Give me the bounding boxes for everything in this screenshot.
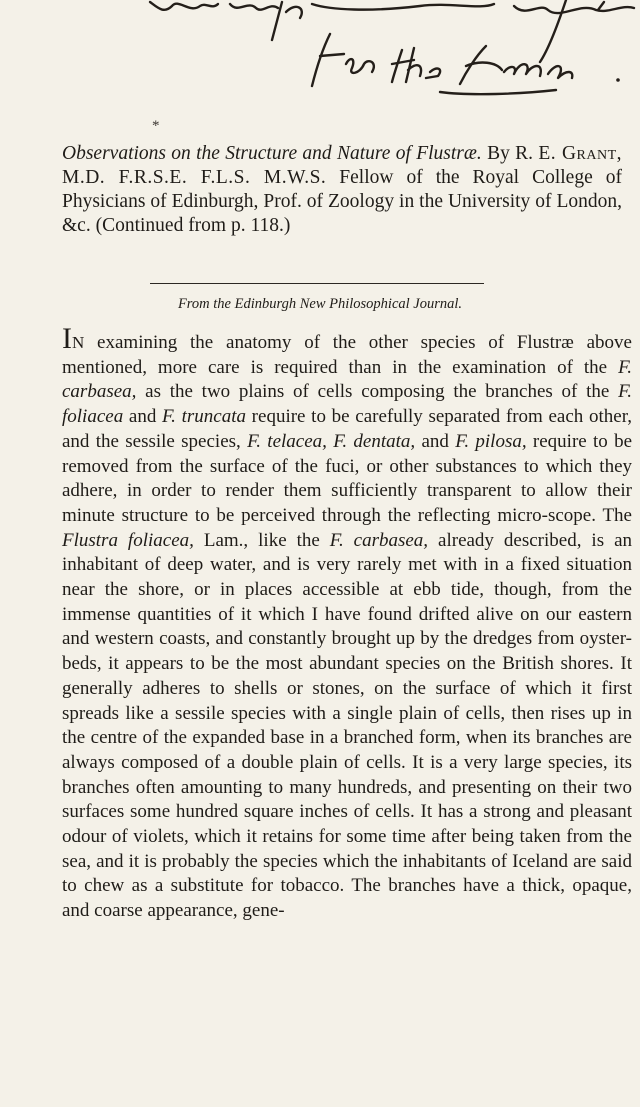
species-name: F. carbasea, bbox=[62, 356, 632, 403]
text-segment: and bbox=[123, 406, 163, 428]
article-body bbox=[62, 322, 633, 924]
handwriting-ink bbox=[0, 0, 640, 112]
text-segment: already described, is an inhabitant of deep water, and is very rarely met with in a fixed situation near the shore, or in places accessible at ebb tide, though, from the immense quantities of it which I have found drifted alive on our eastern and western coasts, and constantly brought up by the dredges from oyster-beds, it appears to be the most abundant species on the British shores. It generally adheres to shells or stones, on the surface of which it first spreads like a sessile species with a single plain of cells, then rises up in the centre of the expanded base in a branched form, when its branches are always composed of a double plain of cells. It is a very large species, its branches often amounting to many hundreds, and presenting on their two surfaces some hundred square inches of cells. It has a strong and pleasant odour of violets, which it retains for some time after being taken from the sea, and it is probably the species which the inhabitants of Iceland are said to chew as a substitute for tobacco. The branches have a thick, opaque, and coarse appearance, gene- bbox=[62, 529, 632, 922]
author-name: E. Grant, M.D. F.R.S.E. F.L.S. M.W.S. bbox=[62, 143, 623, 188]
section-divider bbox=[150, 283, 484, 284]
source-attribution: From the Edinburgh New Philosophical Journal. bbox=[177, 296, 463, 312]
text-segment: require to be removed from the surface of the fuci, or other substances to which they adhere, in order to render them sufficiently transparent to allow their minute structure to be perceived through the reflecting micro-scope. The bbox=[62, 430, 633, 526]
article-title: Observations on the Structure and Nature of Flustræ. bbox=[62, 143, 482, 164]
author-credentials: Fellow of the Royal College of Physicians of Edinburgh, Prof. of Zoology in the University of London, &c. (Continued from p. 118.) bbox=[62, 167, 622, 236]
species-name: F. pilosa, bbox=[455, 430, 527, 452]
text-segment: Lam., like the bbox=[193, 529, 330, 551]
species-name: F. truncata bbox=[162, 406, 246, 428]
species-name: F. telacea, F. dentata, bbox=[247, 430, 416, 452]
text-segment: as the two plains of cells composing the branches of the bbox=[136, 381, 619, 403]
species-name: F. carbasea, bbox=[329, 529, 429, 551]
byline-prefix: By R. bbox=[481, 143, 534, 164]
drop-cap: I bbox=[62, 322, 72, 355]
text-segment: examining the anatomy of the other species of Flustræ above mentioned, more care is required than in the examination of the bbox=[62, 332, 632, 378]
text-segment: and bbox=[415, 430, 456, 452]
species-name: Flustra foliacea, bbox=[62, 529, 194, 551]
first-word-rest: N bbox=[72, 333, 85, 352]
handwritten-inscription bbox=[0, 0, 640, 112]
species-name: F. foliacea bbox=[62, 381, 632, 428]
text-segment: require to be carefully separated from each other, and the sessile species, bbox=[62, 406, 633, 452]
article-heading bbox=[62, 142, 622, 238]
footnote-marker: * bbox=[152, 118, 160, 134]
body-paragraph bbox=[62, 322, 633, 924]
